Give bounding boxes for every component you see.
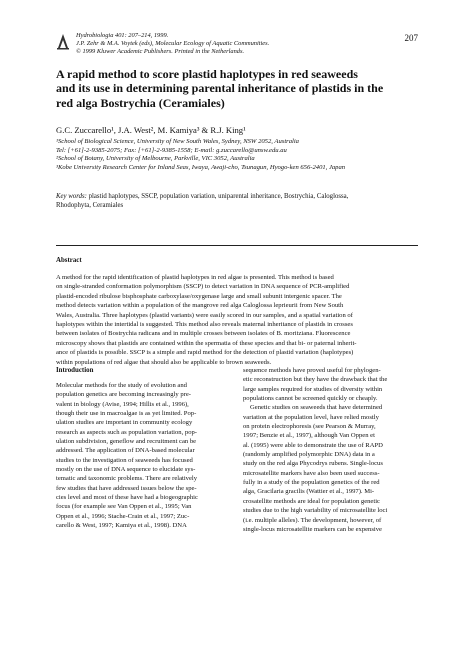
affiliation-line: ³Kobe University Research Center for Inland Seas, Iwaya, Awaji-cho, Tsunagun, Hyogo-ken 656-2401, Japan [56, 163, 346, 171]
intro-left-column [56, 381, 231, 531]
abstract-line: method detects variation within a population of the mangrove red alga Caloglossa leprieurii from New South [56, 302, 344, 310]
intro-line: tematic and taxonomic problems. There are relatively [56, 475, 198, 483]
intro-line: fully in a study of the population genetics of the red [243, 479, 380, 487]
intro-line: alga, Gracilaria gracilis (Wattier et al., 1997). Mi- [243, 488, 375, 496]
paper-title [56, 67, 426, 110]
abstract-body [56, 273, 418, 367]
introduction-heading: Introduction [56, 367, 94, 374]
author-list: G.C. Zuccarello¹, J.A. West², M. Kamiya³ & R.J. King¹ [56, 125, 246, 135]
intro-line: etic reconstruction but they have the drawback that the [243, 376, 388, 384]
intro-line: study on the red alga Phycodrys rubens. Single-locus [243, 460, 383, 468]
abstract-line: plastid-encoded ribulose bisphosphate carboxylase/oxygenase large and small subunit intergenic spacer. The [56, 292, 342, 300]
intro-line: addressed. The application of DNA-based molecular [56, 447, 195, 455]
abstract-line: between isolates of Bostrychia radicans and in multiple crosses between isolates of B. moritziana. Fluorescence [56, 330, 351, 338]
publisher-logo-icon [56, 32, 70, 50]
intro-line: ulation subdivision, geneflow and recruitment can be [56, 438, 197, 446]
intro-line: carello & West, 1997; Kamiya et al., 1998). DNA [56, 522, 187, 530]
divider-top [56, 245, 418, 246]
intro-line: mostly on the use of DNA sequence to elucidate sys- [56, 466, 196, 474]
intro-right-column [243, 366, 418, 534]
affiliations [56, 138, 436, 172]
intro-line: (randomly amplified polymorphic DNA) data in a [243, 451, 375, 459]
intro-line: Molecular methods for the study of evolution and [56, 382, 187, 389]
intro-line: on protein electrophoresis (see Pearson & Murray, [243, 423, 376, 431]
intro-line: crosatellite methods are ideal for population genetic [243, 497, 380, 505]
affiliation-line: ²School of Botany, University of Melbourne, Parkville, VIC 3052, Australia [56, 155, 255, 163]
intro-line: large samples required for studies of diversity within [243, 385, 383, 393]
intro-line: ulation studies are important in community ecology [56, 419, 193, 427]
abstract-heading: Abstract [56, 257, 82, 264]
intro-line: populations cannot be screened quickly or cheaply. [243, 395, 378, 403]
intro-line: focus (for example see Van Oppen et al., 1995; Van [56, 503, 192, 511]
title-line: A rapid method to score plastid haplotypes in red seaweeds [56, 67, 358, 81]
abstract-line: ance of plastids is possible. SSCP is a simple and rapid method for the detection of plastid variation (haplotypes) [56, 349, 354, 357]
intro-line: single-locus microsatellite markers can be expensive [243, 525, 382, 533]
intro-line: microsatellite markers have also been used success- [243, 469, 380, 477]
page-number: 207 [404, 33, 418, 43]
affiliation-line: ¹School of Biological Science, University of New South Wales, Sydney, NSW 2052, Australia [56, 138, 299, 145]
intro-line: al. (1995) were able to demonstrate the use of RAPD [243, 441, 383, 449]
keywords-text: plastid haplotypes, SSCP, population variation, uniparental inheritance, Bostrychia, Caloglossa, [88, 193, 349, 200]
abstract-line: microscopy shows that plastids are contained within the spermatia of these species and that bi- or paternal inherit- [56, 339, 357, 347]
intro-line: studies to the investigation of seaweeds has focused [56, 456, 193, 464]
journal-editors: J.P. Zehr & M.A. Voytek (eds), Molecular Ecology of Aquatic Communities. [76, 40, 270, 48]
keywords [56, 192, 426, 210]
title-line: and its use in determining parental inheritance of plastids in the [56, 81, 384, 96]
abstract-line: haplotypes within the intertidal is suggested. This method also reveals maternal inheritance of plastids in crosses [56, 321, 353, 329]
journal-copyright: © 1999 Kluwer Academic Publishers. Printed in the Netherlands. [76, 48, 245, 56]
intro-line: variation at the population level, have relied mostly [243, 413, 379, 421]
intro-line: cies level and most of these have had a biogeographic [56, 494, 198, 502]
intro-line: Genetic studies on seaweeds that have determined [250, 404, 383, 412]
intro-line: though their use in macroalgae is as yet limited. Pop- [56, 410, 197, 418]
title-line: red alga Bostrychia (Ceramiales) [56, 95, 225, 110]
affiliation-line: Tel: [+61]-2-9385-2075; Fax: [+61]-2-9385-1558; E-mail: g.zuccarello@unsw.edu.au [56, 146, 287, 154]
keywords-label: Key words: [56, 193, 87, 200]
intro-line: 1997; Benzie et al., 1997), although Van Oppen et [243, 432, 375, 440]
abstract-line: within populations of red algae that should also be applicable to brown seaweeds. [56, 358, 272, 366]
intro-line: sequence methods have proved useful for phylogen- [243, 367, 381, 374]
intro-line: valent in biology (Avise, 1994; Hillis et al., 1996), [56, 400, 189, 408]
abstract-line: Wales, Australia. Three haplotypes (plastid variants) were easily scored in our samples, and a spatial variation of [56, 311, 353, 319]
intro-line: studies due to the high variability of microsatellite loci [243, 507, 388, 515]
intro-line: research as aspects such as population variation, pop- [56, 428, 197, 436]
abstract-line: on single-stranded conformation polymorphism (SSCP) to detect variation in DNA sequence of PCR-amplified [56, 283, 350, 291]
intro-line: Oppen et al., 1996; Stache-Crain et al., 1997; Zuc- [56, 512, 190, 520]
intro-line: few studies that have addressed issues below the spe- [56, 484, 197, 492]
journal-citation: Hydrobiologia 401: 207–214, 1999. [76, 32, 169, 39]
intro-line: (i.e. multiple alleles). The development, however, of [243, 516, 382, 524]
keywords-text: Rhodophyta, Ceramiales [56, 202, 124, 209]
intro-line: population genetics are becoming increasingly pre- [56, 391, 191, 399]
abstract-line: A method for the rapid identification of plastid haplotypes in red algae is presented. This method is based [56, 274, 334, 281]
